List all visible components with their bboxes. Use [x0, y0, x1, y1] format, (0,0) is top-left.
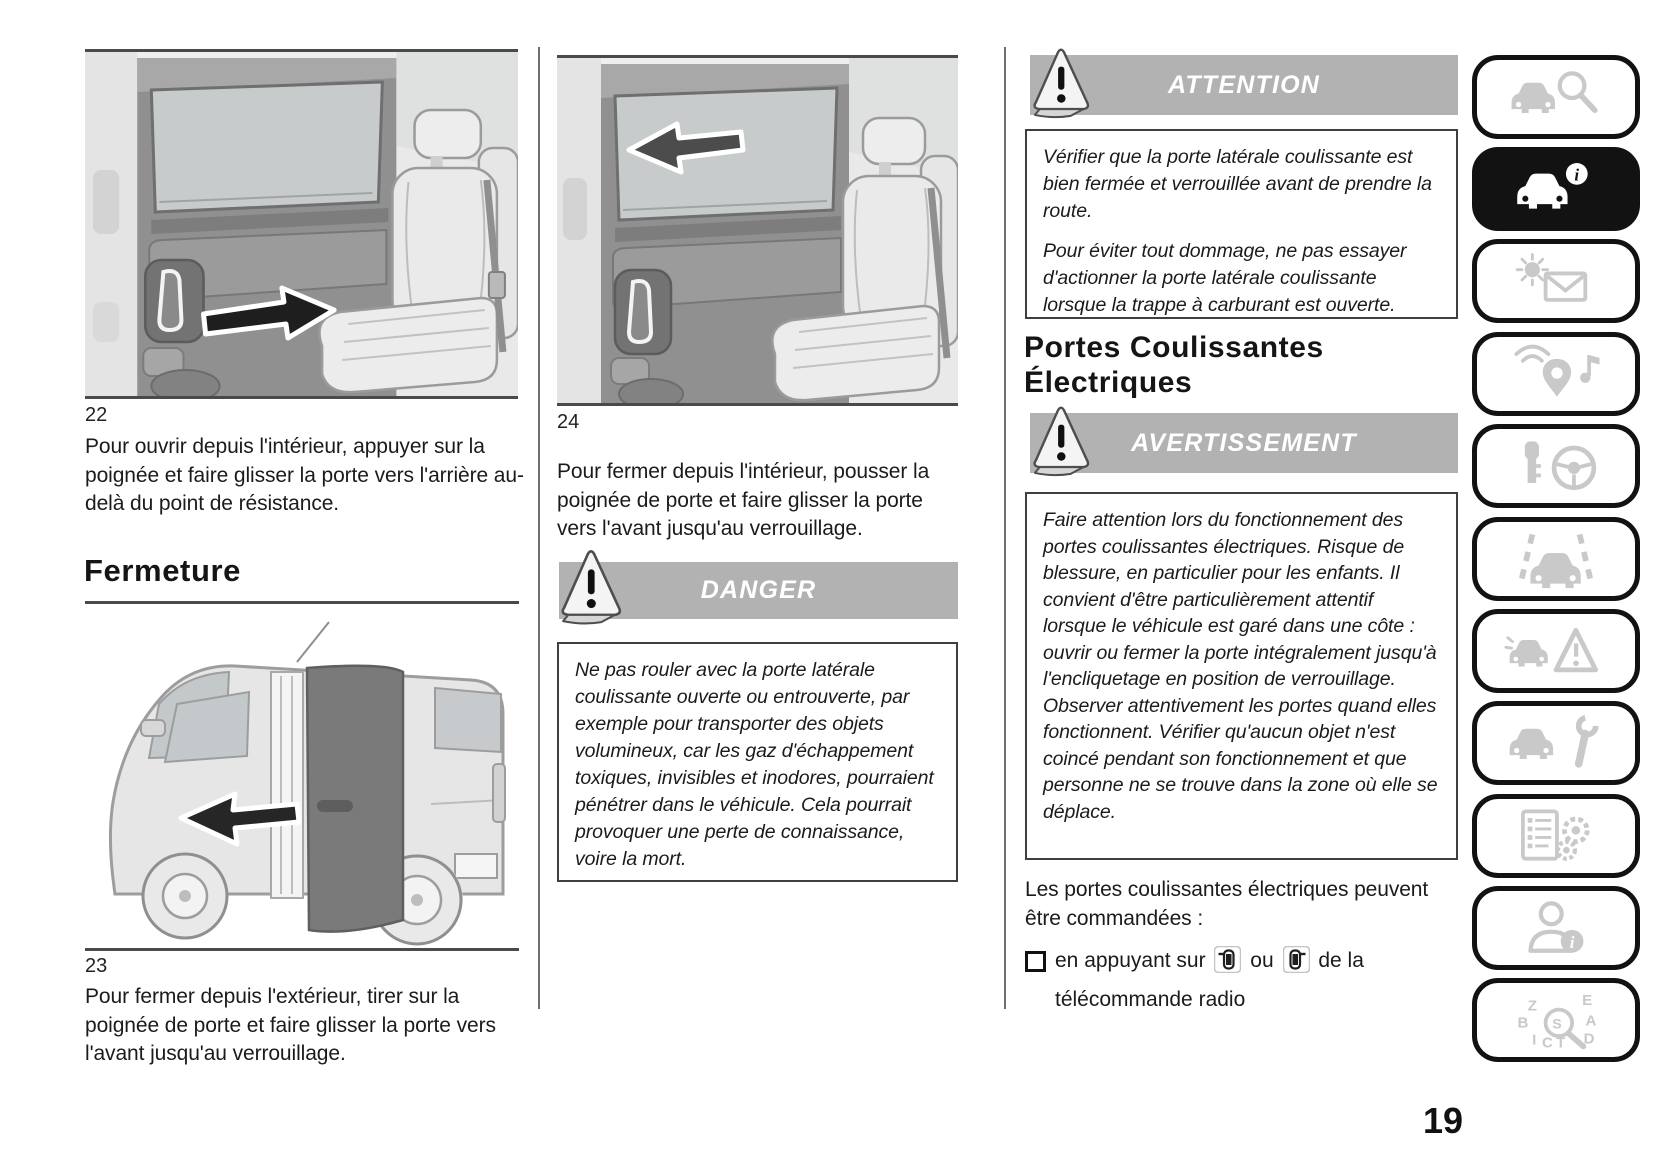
- figure-caption: 24: [557, 411, 580, 433]
- paragraph-commands: Les portes coulissantes électriques peuvent être commandées :: [1025, 878, 1429, 930]
- interior-sliding-door-close-illustration: [557, 58, 958, 403]
- remote-left-door-button-icon: [1214, 946, 1241, 983]
- section-heading-power-sliding-doors: Portes Coulissantes Électriques: [1024, 331, 1324, 399]
- sidebar-item-vehicle-overview[interactable]: [1472, 55, 1640, 139]
- figure-22-illustration: [85, 49, 518, 399]
- sidebar-item-emergency[interactable]: [1472, 609, 1640, 693]
- svg-text:S: S: [1552, 1016, 1562, 1033]
- svg-text:D: D: [1583, 1030, 1595, 1048]
- figure-caption: 22: [85, 404, 108, 426]
- remote-right-door-button-icon: [1283, 946, 1310, 983]
- avertissement-paragraph: Observer attentivement les portes quand elles fonctionnent. Vérifier qu'aucun objet n'est coincé pendant son fonctionnement et que personne ne se trouve dans la zone où elle se déplace.: [1043, 694, 1438, 823]
- figure-23-illustration: [85, 601, 519, 951]
- key-steering-wheel-icon: [1504, 435, 1608, 497]
- car-wrench-icon: [1504, 712, 1608, 774]
- avertissement-title: AVERTISSEMENT: [1131, 428, 1357, 457]
- warning-triangle-icon: [1032, 44, 1090, 122]
- column-divider: [1004, 47, 1006, 1009]
- bullet-text-before: en appuyant sur: [1055, 949, 1206, 972]
- sidebar-item-owner-information[interactable]: [1472, 886, 1640, 970]
- paragraph-close-inside: Pour fermer depuis l'intérieur, pousser la poignée de porte et faire glisser la porte vers l'avant jusqu'au verrouillage.: [557, 460, 930, 540]
- car-magnifier-icon: [1504, 66, 1608, 128]
- warning-triangle-icon: [1032, 402, 1090, 480]
- svg-text:Z: Z: [1527, 997, 1537, 1015]
- attention-text-box: [1025, 129, 1458, 319]
- avertissement-paragraph: Faire attention lors du fonctionnement des portes coulissantes électriques. Risque de blessure, en particulier pour les enfants. Il convient d'être particulièrement attentif lorsque le véhicule est garé dans une côte : ouvrir ou fermer la porte intégralement jusqu'à l'encliquetage en position de verrouillage.: [1043, 509, 1437, 690]
- index-search-letters-icon: [1504, 989, 1608, 1051]
- danger-title: DANGER: [700, 576, 817, 604]
- car-crash-triangle-icon: [1504, 620, 1608, 682]
- attention-header-bar: [1030, 55, 1458, 115]
- van-exterior-sliding-door-illustration: [85, 604, 519, 948]
- svg-text:i: i: [1574, 165, 1580, 185]
- interior-sliding-door-open-illustration: [85, 52, 518, 396]
- figure-caption: 23: [85, 955, 108, 977]
- list-item: [1025, 944, 1465, 1016]
- danger-text: Ne pas rouler avec la porte latérale coulissante ouverte ou entrouverte, par exemple pour transporter des objets volumineux, car les gaz d'échappement toxiques, invisibles et inodores, pourraient pénétrer dans le véhicule. Cela pourrait provoquer une perte de connaissance, voire la mort.: [575, 659, 934, 870]
- svg-text:B: B: [1517, 1014, 1529, 1032]
- column-divider: [538, 47, 540, 1009]
- section-heading-fermeture: Fermeture: [84, 553, 242, 588]
- sliding-door-panel: [307, 666, 403, 932]
- figure-24-illustration: [557, 55, 958, 406]
- bullet-text-after: de la télécommande radio: [1055, 949, 1364, 1011]
- sidebar-item-driver-assistance[interactable]: [1472, 517, 1640, 601]
- paragraph-open-inside: Pour ouvrir depuis l'intérieur, appuyer sur la poignée et faire glisser la porte vers l'arrière au-delà du point de résistance.: [85, 435, 524, 515]
- avertissement-text-box: [1025, 492, 1458, 860]
- svg-text:A: A: [1585, 1012, 1597, 1030]
- person-info-icon: [1504, 897, 1608, 959]
- svg-text:I: I: [1532, 1031, 1537, 1049]
- svg-text:T: T: [1556, 1034, 1566, 1051]
- square-bullet-icon: [1025, 951, 1046, 972]
- sidebar-item-technical-data[interactable]: [1472, 794, 1640, 878]
- sidebar-item-knowing-your-vehicle[interactable]: [1472, 147, 1640, 231]
- lane-assist-car-icon: [1504, 528, 1608, 590]
- svg-text:C: C: [1542, 1034, 1553, 1051]
- danger-text-box: [557, 642, 958, 882]
- navigation-music-icon: [1504, 343, 1608, 405]
- sidebar-item-warning-lights[interactable]: [1472, 239, 1640, 323]
- page-number: 19: [1422, 1100, 1464, 1141]
- attention-paragraph: Vérifier que la porte latérale coulissante est bien fermée et verrouillée avant de prendre la route.: [1043, 146, 1432, 222]
- svg-text:i: i: [1569, 932, 1575, 952]
- attention-paragraph: Pour éviter tout dommage, ne pas essayer d'actionner la porte latérale coulissante lorsque la trappe à carburant est ouverte.: [1043, 240, 1407, 316]
- car-info-icon: [1504, 158, 1608, 220]
- paragraph-close-outside: Pour fermer depuis l'extérieur, tirer sur la poignée de porte et faire glisser la porte vers l'avant jusqu'au verrouillage.: [85, 985, 496, 1065]
- sidebar-item-starting-driving[interactable]: [1472, 424, 1640, 508]
- sidebar-item-multimedia[interactable]: [1472, 332, 1640, 416]
- list-gears-icon: [1504, 805, 1608, 867]
- attention-title: ATTENTION: [1168, 70, 1320, 99]
- avertissement-header-bar: [1030, 413, 1458, 473]
- sidebar-item-servicing[interactable]: [1472, 701, 1640, 785]
- warning-triangle-icon: [560, 546, 622, 628]
- sidebar-item-alphabetical-index[interactable]: [1472, 978, 1640, 1062]
- warning-light-envelope-icon: [1504, 250, 1608, 312]
- bullet-text-or: ou: [1250, 949, 1274, 972]
- svg-text:E: E: [1582, 991, 1593, 1009]
